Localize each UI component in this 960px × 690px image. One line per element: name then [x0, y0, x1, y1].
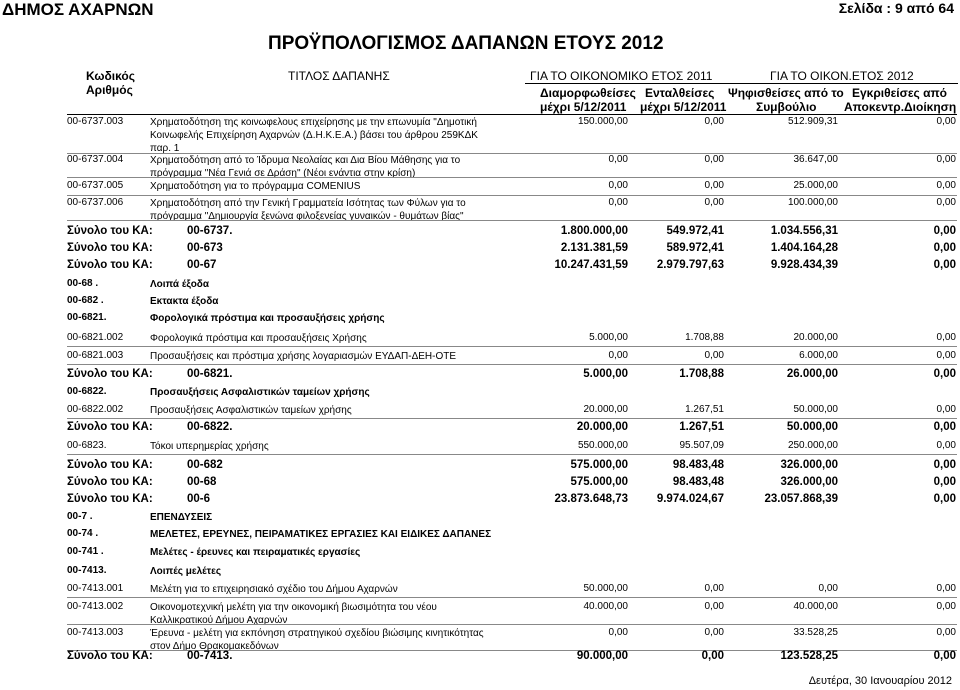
value-approved: 0,00	[936, 180, 956, 191]
value-voted: 50.000,00	[786, 421, 838, 433]
total-label: Σύνολο του ΚΑ:	[67, 421, 153, 433]
row-code: 00-6737.006	[67, 197, 124, 208]
total-label: Σύνολο του ΚΑ:	[67, 459, 153, 471]
value-approved: 0,00	[936, 627, 956, 638]
value-ordered: 2.979.797,63	[656, 259, 724, 271]
row-code: 00-7413.003	[67, 627, 124, 638]
total-label: Σύνολο του ΚΑ:	[67, 368, 153, 380]
value-voted: 100.000,00	[787, 197, 838, 208]
value-approved: 0,00	[933, 421, 956, 433]
value-voted: 326.000,00	[780, 476, 838, 488]
value-formed: 23.873.648,73	[554, 493, 628, 505]
value-formed: 550.000,00	[577, 440, 628, 451]
total-code: 00-6737.	[187, 225, 233, 237]
value-approved: 0,00	[933, 259, 956, 271]
row-divider	[67, 418, 957, 419]
value-approved: 0,00	[933, 459, 956, 471]
header-bottom-rule	[67, 114, 957, 115]
value-formed: 0,00	[608, 627, 628, 638]
row-code: 00-6822.	[67, 386, 107, 397]
value-approved: 0,00	[936, 404, 956, 415]
row-code: 00-6823.	[67, 440, 107, 451]
row-code: 00-6822.002	[67, 404, 124, 415]
row-description: Χρηματοδότηση από το Ίδρυμα Νεολαίας και Δια Βίου Μάθησης για το πρόγραμμα "Νέα Γενιά σε Δράση" (Νέοι ενάντια στην κρίση)	[150, 155, 461, 179]
col-title-header: ΤΙΤΛΟΣ ΔΑΠΑΝΗΣ	[288, 69, 390, 83]
row-description: Μελέτη για το επιχειρησιακό σχέδιο του Δήμου Αχαρνών	[150, 584, 398, 595]
value-approved: 0,00	[936, 116, 956, 127]
row-code: 00-74 .	[67, 528, 99, 539]
value-formed: 575.000,00	[570, 459, 628, 471]
value-approved: 0,00	[933, 493, 956, 505]
col-2-header-l2: μέχρι 5/12/2011	[640, 100, 727, 114]
value-ordered: 549.972,41	[666, 225, 724, 237]
total-code: 00-7413.	[187, 650, 233, 662]
row-description: Οικονομοτεχνική μελέτη για την οικονομική βιωσιμότητα του νέου Καλλικρατικού Δήμου Αχαρνών	[150, 602, 437, 626]
value-approved: 0,00	[933, 225, 956, 237]
value-ordered: 0,00	[704, 180, 724, 191]
row-code: 00-7 .	[67, 511, 93, 522]
row-description: Προσαυξήσεις και πρόστιμα χρήσης λογαριασμών ΕΥΔΑΠ-ΔΕΗ-ΟΤΕ	[150, 351, 457, 362]
row-divider	[67, 346, 957, 347]
row-divider	[67, 364, 957, 365]
value-ordered: 1.267,51	[685, 404, 724, 415]
row-divider	[67, 195, 957, 196]
row-code: 00-6737.003	[67, 116, 124, 127]
total-label: Σύνολο του ΚΑ:	[67, 242, 153, 254]
row-description: Λοιπές μελέτες	[150, 566, 222, 577]
row-divider	[67, 220, 957, 221]
value-ordered: 589.972,41	[666, 242, 724, 254]
footer-date: Δευτέρα, 30 Ιανουαρίου 2012	[808, 675, 952, 687]
value-formed: 20.000,00	[576, 421, 628, 433]
row-description: Έρευνα - μελέτη για εκπόνηση στρατηγικού σχεδίου βιώσιμης κινητικότητας στον Δήμο Θρακομακεδόνων	[150, 628, 484, 652]
value-ordered: 1.708,88	[679, 368, 724, 380]
row-description: Προσαυξήσεις Ασφαλιστικών ταμείων χρήσης	[150, 387, 370, 398]
total-label: Σύνολο του ΚΑ:	[67, 650, 153, 662]
value-ordered: 0,00	[704, 350, 724, 361]
value-formed: 0,00	[608, 350, 628, 361]
value-approved: 0,00	[933, 368, 956, 380]
row-description: Λοιπά έξοδα	[150, 279, 210, 290]
page-number: Σελίδα : 9 από 64	[838, 0, 954, 16]
col-4-header-l1: Εγκριθείσες από	[852, 86, 948, 100]
header-divider	[525, 83, 958, 84]
value-ordered: 0,00	[704, 601, 724, 612]
value-formed: 5.000,00	[589, 332, 628, 343]
col-code-header-l2: Αριθμός	[86, 83, 133, 97]
value-ordered: 0,00	[704, 154, 724, 165]
total-label: Σύνολο του ΚΑ:	[67, 476, 153, 488]
value-formed: 0,00	[608, 154, 628, 165]
row-description: Τόκοι υπερημερίας χρήσης	[150, 441, 269, 452]
col-2-header-l1: Ενταλθείσες	[645, 86, 715, 100]
row-code: 00-7413.002	[67, 601, 124, 612]
value-formed: 0,00	[608, 180, 628, 191]
value-voted: 326.000,00	[780, 459, 838, 471]
col-fy2012-header: ΓΙΑ ΤΟ ΟΙΚΟΝ.ΕΤΟΣ 2012	[770, 69, 914, 83]
value-ordered: 0,00	[704, 627, 724, 638]
value-voted: 512.909,31	[787, 116, 838, 127]
total-label: Σύνολο του ΚΑ:	[67, 259, 153, 271]
value-voted: 20.000,00	[793, 332, 838, 343]
row-description: Φορολογικά πρόστιμα και προσαυξήσεις Χρήσης	[150, 333, 367, 344]
value-formed: 50.000,00	[583, 583, 628, 594]
value-ordered: 1.267,51	[679, 421, 724, 433]
total-code: 00-6	[187, 493, 211, 505]
total-label: Σύνολο του ΚΑ:	[67, 225, 153, 237]
value-voted: 1.404.164,28	[770, 242, 838, 254]
col-fy2011-header: ΓΙΑ ΤΟ ΟΙΚΟΝΟΜΙΚΟ ΕΤΟΣ 2011	[530, 69, 713, 83]
total-label: Σύνολο του ΚΑ:	[67, 493, 153, 505]
total-code: 00-682	[187, 459, 223, 471]
value-voted: 1.034.556,31	[770, 225, 838, 237]
value-formed: 1.800.000,00	[560, 225, 628, 237]
value-voted: 123.528,25	[780, 650, 838, 662]
row-code: 00-68 .	[67, 278, 99, 289]
value-formed: 0,00	[608, 197, 628, 208]
value-voted: 250.000,00	[787, 440, 838, 451]
value-voted: 36.647,00	[793, 154, 838, 165]
row-description: Μελέτες - έρευνες και πειραματικές εργασίες	[150, 547, 361, 558]
total-code: 00-68	[187, 476, 217, 488]
value-formed: 40.000,00	[583, 601, 628, 612]
row-divider	[67, 177, 957, 178]
row-code: 00-7413.001	[67, 583, 124, 594]
row-code: 00-6821.002	[67, 332, 124, 343]
row-description: Εκτακτα έξοδα	[150, 296, 219, 307]
value-approved: 0,00	[936, 440, 956, 451]
value-voted: 0,00	[818, 583, 838, 594]
col-3-header-l1: Ψηφισθείσες από το	[728, 86, 844, 100]
value-ordered: 98.483,48	[672, 476, 724, 488]
value-voted: 25.000,00	[793, 180, 838, 191]
value-formed: 2.131.381,59	[560, 242, 628, 254]
value-ordered: 0,00	[701, 650, 724, 662]
row-description: Χρηματοδότηση από την Γενική Γραμματεία Ισότητας των Φύλων για το πρόγραμμα "Δημιουργία ξενώνα φιλοξενείας γυναικών - θυμάτων βίας"	[150, 198, 466, 222]
value-approved: 0,00	[936, 332, 956, 343]
value-voted: 50.000,00	[793, 404, 838, 415]
value-ordered: 0,00	[704, 116, 724, 127]
value-voted: 26.000,00	[786, 368, 838, 380]
row-divider	[67, 624, 957, 625]
value-approved: 0,00	[936, 583, 956, 594]
row-description: ΕΠΕΝΔΥΣΕΙΣ	[150, 512, 213, 523]
value-approved: 0,00	[933, 650, 956, 662]
value-formed: 575.000,00	[570, 476, 628, 488]
row-code: 00-741 .	[67, 546, 104, 557]
value-voted: 6.000,00	[799, 350, 838, 361]
value-voted: 9.928.434,39	[770, 259, 838, 271]
value-ordered: 9.974.024,67	[656, 493, 724, 505]
col-3-header-l2: Συμβούλιο	[756, 100, 817, 114]
value-approved: 0,00	[936, 350, 956, 361]
row-code: 00-6737.004	[67, 154, 124, 165]
value-approved: 0,00	[936, 197, 956, 208]
row-code: 00-682 .	[67, 295, 104, 306]
value-approved: 0,00	[933, 476, 956, 488]
row-code: 00-6737.005	[67, 180, 124, 191]
col-1-header-l2: μέχρι 5/12/2011	[540, 100, 627, 114]
row-code: 00-6821.003	[67, 350, 124, 361]
row-code: 00-7413.	[67, 565, 107, 576]
row-divider	[67, 454, 957, 455]
document-title: ΠΡΟΫΠΟΛΟΓΙΣΜΟΣ ΔΑΠΑΝΩΝ ΕΤΟΥΣ 2012	[268, 33, 664, 54]
value-formed: 5.000,00	[583, 368, 628, 380]
row-description: Χρηματοδότηση της κοινωφελους επιχείρησης με την επωνυμία "Δημοτική Κοινωφελής Επιχείρηση Αχαρνών (Δ.Η.Κ.Ε.Α.) βάσει του άρθρου 259ΚΔΚ παρ. 1	[150, 117, 478, 154]
value-ordered: 1.708,88	[685, 332, 724, 343]
total-code: 00-6821.	[187, 368, 233, 380]
row-description: ΜΕΛΕΤΕΣ, ΕΡΕΥΝΕΣ, ΠΕΙΡΑΜΑΤΙΚΕΣ ΕΡΓΑΣΙΕΣ ΚΑΙ ΕΙΔΙΚΕΣ ΔΑΠΑΝΕΣ	[150, 529, 492, 540]
value-formed: 150.000,00	[577, 116, 628, 127]
value-ordered: 0,00	[704, 197, 724, 208]
col-1-header-l1: Διαμορφωθείσες	[540, 86, 636, 100]
row-divider	[67, 597, 957, 598]
value-ordered: 0,00	[704, 583, 724, 594]
value-approved: 0,00	[933, 242, 956, 254]
value-approved: 0,00	[936, 601, 956, 612]
value-voted: 40.000,00	[793, 601, 838, 612]
total-code: 00-673	[187, 242, 223, 254]
value-approved: 0,00	[936, 154, 956, 165]
value-voted: 23.057.868,39	[764, 493, 838, 505]
col-4-header-l2: Αποκεντρ.Διοίκηση	[844, 100, 957, 114]
row-description: Φορολογικά πρόστιμα και προσαυξήσεις χρήσης	[150, 313, 385, 324]
row-code: 00-6821.	[67, 312, 107, 323]
value-ordered: 98.483,48	[672, 459, 724, 471]
value-ordered: 95.507,09	[679, 440, 724, 451]
value-formed: 10.247.431,59	[554, 259, 628, 271]
col-code-header-l1: Κωδικός	[86, 69, 136, 83]
total-code: 00-67	[187, 259, 217, 271]
value-voted: 33.528,25	[793, 627, 838, 638]
value-formed: 20.000,00	[583, 404, 628, 415]
municipality-name: ΔΗΜΟΣ ΑΧΑΡΝΩΝ	[2, 0, 154, 19]
row-description: Χρηματοδότηση για το πρόγραμμα COMENIUS	[150, 181, 361, 192]
total-code: 00-6822.	[187, 421, 233, 433]
value-formed: 90.000,00	[576, 650, 628, 662]
row-description: Προσαυξήσεις Ασφαλιστικών ταμείων χρήσης	[150, 405, 352, 416]
